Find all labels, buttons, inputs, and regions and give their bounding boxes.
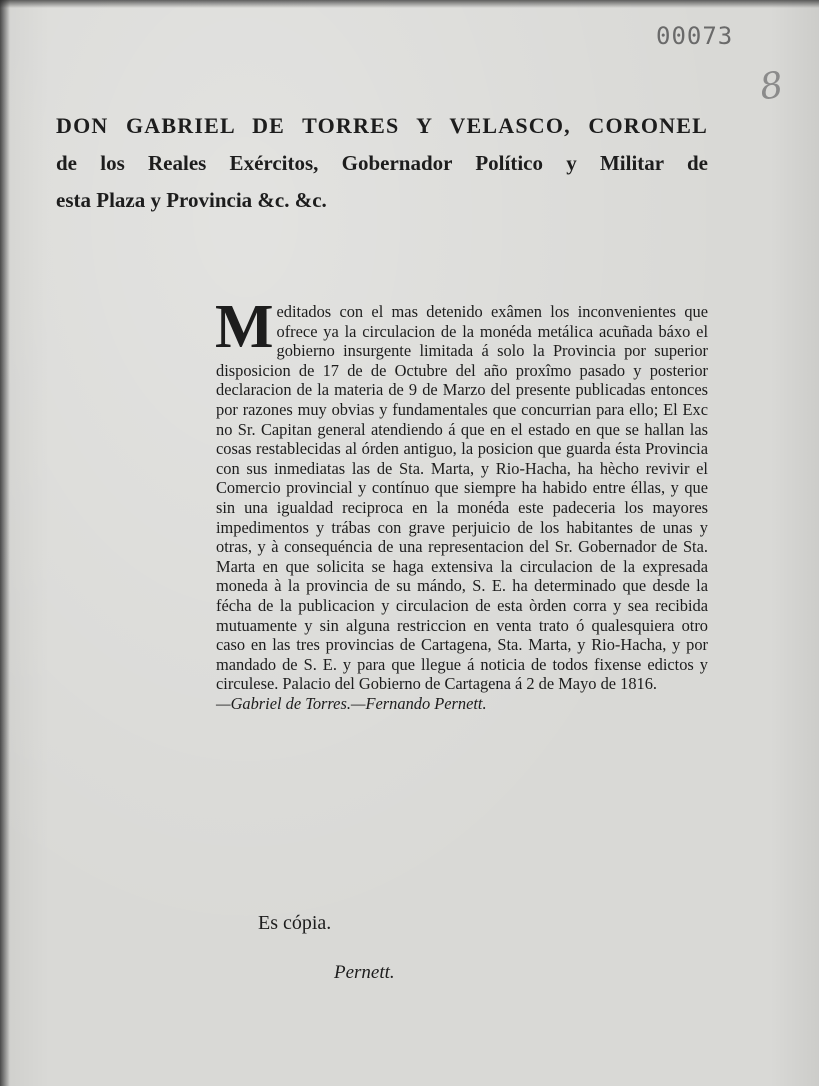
decree-body xyxy=(215,293,708,713)
header-line-2: de los Reales Exércitos, Gobernador Político y Militar de xyxy=(56,151,708,175)
header-line-1: DON GABRIEL DE TORRES Y VELASCO, CORONEL xyxy=(56,113,708,138)
drop-cap: M xyxy=(215,293,274,361)
pencil-mark: 8 xyxy=(757,64,786,109)
copy-note: Es cópia. xyxy=(258,912,332,934)
decree-signatures: —Gabriel de Torres.—Fernando Pernett. xyxy=(216,693,487,713)
archive-number-stamp: 00073 xyxy=(656,22,734,50)
document-header xyxy=(56,108,708,218)
header-line-3: esta Plaza y Provincia &c. &c. xyxy=(56,188,327,212)
decree-text: editados con el mas detenido exâmen los inconvenientes que ofrece ya la circulacion de la monéda metálica acuñada báxo el gobierno insurgente limitada á solo la Provincia por superior disposicion de 17 de de Octubre del año proxîmo pasado y posterior declaracion de la materia de 9 de Marzo del presente publicadas entonces por razones muy obvias y fundamentales que concurrian para ello; El Exc no Sr. Capitan general atendiendo á que en el estado en que se hallan las cosas restablecidas al órden antiguo, la posicion que guarda ésta Provincia con sus inmediatas las de Sta. Marta, y Rio-Hacha, ha hècho revivir el Comercio provincial y contínuo que siempre ha habido entre éllas, y que sin una igualdad reciproca en la monéda este padeceria los mayores impedimentos y trábas con grave perjuicio de los habitantes de unas y otras, y à consequéncia de una representacion del Sr. Gobernador de Sta. Marta en que solicita se haga extensiva la circulacion de la expresada moneda à la provincia de su mándo, S. E. ha determinado que desde la fécha de la publicacion y circulacion de esta òrden corra y sea recibida mutuamente y sin alguna restriccion en venta trato ó qualesquiera otro caso en las tres provincias de Cartagena, Sta. Marta, y Rio-Hacha, y por mandado de S. E. y para que llegue á noticia de todos fixense edictos y circulese. Palacio del Gobierno de Cartagena á 2 de Mayo de 1816. xyxy=(216,302,708,694)
copy-signature: Pernett. xyxy=(334,962,395,983)
